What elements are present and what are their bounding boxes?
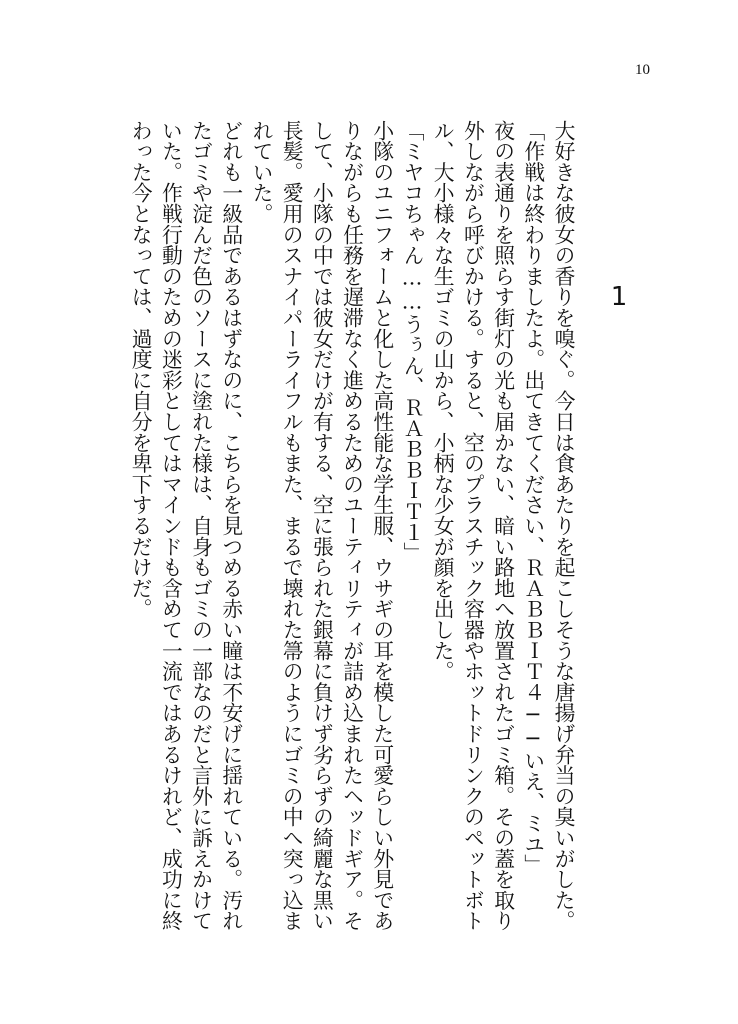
paragraph-6: どれも一級品であるはずなのに、こちらを見つめる赤い瞳は不安げに揺れている。汚れたゴミや淀んだ色のソースに塗れた様は、自身もゴミの一部なのだと言外に訴えかけていた。作戦行動のための迷彩としてはマインドも含めて一流ではあるけれど、成功に終わった今となっては、過度に自分を卑下するだけだ。 — [128, 120, 243, 932]
page-number: 10 — [635, 62, 650, 78]
chapter-number: 1 — [610, 282, 628, 312]
paragraph-2: 「作戦は終わりましたよ。出てきてください、ＲＡＢＢＩＴ４──いえ、ミユ」 — [520, 120, 545, 876]
paragraph-4: 「ミヤコちゃん……うぅん、ＲＡＢＢＩＴ１」 — [399, 120, 424, 564]
paragraph-1: 大好きな彼女の香りを嗅ぐ。今日は食あたりを起こしそうな唐揚げ弁当の臭いがした。 — [551, 120, 575, 932]
paragraph-3: 夜の表通りを照らす街灯の光も届かない、暗い路地へ放置されたゴミ箱。その蓋を取り外しながら呼びかける。すると、空のプラスチック容器やホットドリンクのペットボトル、大小様々な生ゴミの山から、小柄な少女が顔を出した。 — [430, 120, 515, 932]
paragraph-5: 小隊のユニフォームと化した高性能な学生服、ウサギの耳を模した可愛らしい外見でありながらも任務を遅滞なく進めるためのユーティリティが詰め込まれたヘッドギア。そして、小隊の中では彼女だけが有する、空に張られた銀幕に負けず劣らずの綺麗な黒い長髪。愛用のスナイパーライフルもまた、まるで壊れた箒のようにゴミの中へ突っ込まれていた。 — [248, 120, 394, 932]
body-text — [128, 120, 578, 940]
